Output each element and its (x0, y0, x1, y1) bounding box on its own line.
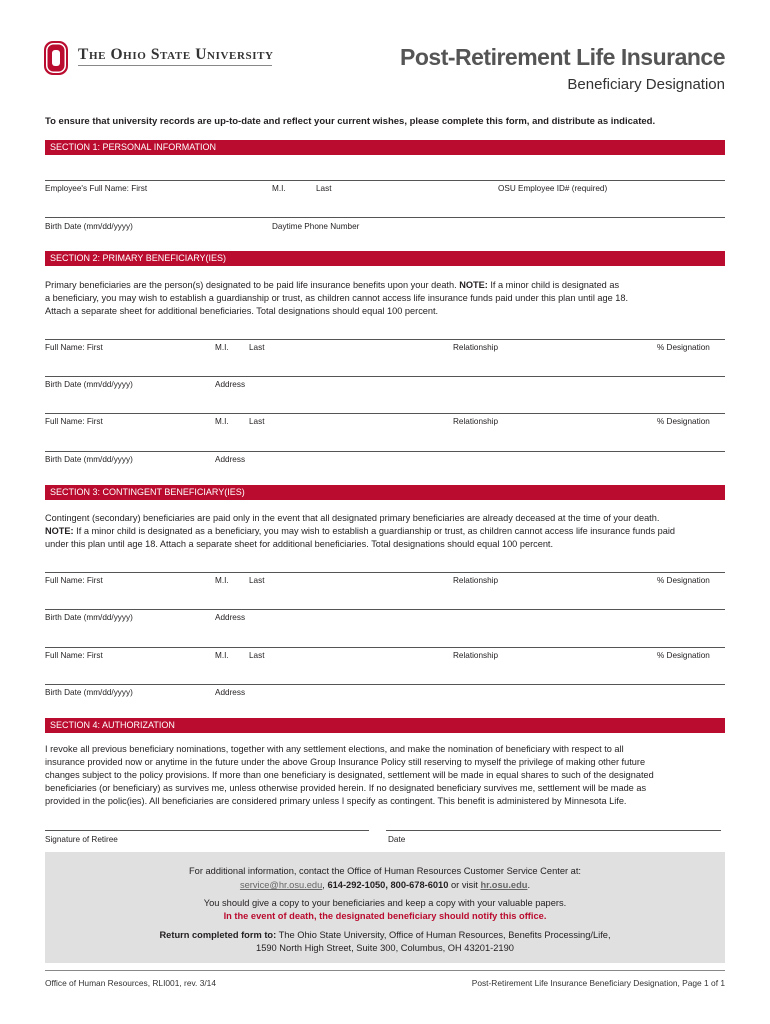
section-3-text-b: If a minor child is designated as a beneficiary, you may wish to establish a guardianship or trust, as children cannot access life insurance funds paid (76, 526, 676, 536)
section-2-text-b: If a minor child is designated as (490, 280, 620, 290)
block-o-logo (43, 40, 69, 76)
primary-1-birth-label: Birth Date (mm/dd/yyyy) (45, 380, 133, 389)
contingent-1-last-label: Last (249, 576, 265, 585)
employee-last-name-label: Last (316, 184, 332, 193)
authorization-line-2: insurance provided now or anytime in the future under the above Group Insurance Policy still reserving to myself the privilege of making other future (45, 757, 646, 767)
primary-2-relationship-label: Relationship (453, 417, 499, 426)
primary-1-mi-label: M.I. (215, 343, 229, 352)
contingent-1-address-line[interactable] (45, 609, 725, 610)
signature-label: Signature of Retiree (45, 835, 118, 844)
return-instruction (45, 930, 725, 940)
name-line[interactable] (45, 180, 725, 181)
section-1-header: SECTION 1: PERSONAL INFORMATION (45, 140, 725, 155)
return-address: 1590 North High Street, Suite 300, Columbus, OH 43201-2190 (256, 943, 514, 953)
document-title: Post-Retirement Life Insurance (400, 44, 725, 70)
university-underline (78, 65, 272, 66)
employee-mi-label: M.I. (272, 184, 286, 193)
section-4-header: SECTION 4: AUTHORIZATION (45, 718, 725, 733)
section-3-paragraph (45, 512, 735, 551)
contingent-1-mi-label: M.I. (215, 576, 229, 585)
contingent-2-relationship-label: Relationship (453, 651, 499, 660)
contingent-2-name-line[interactable] (45, 647, 725, 648)
contingent-2-first-label: Full Name: First (45, 651, 103, 660)
daytime-phone-label: Daytime Phone Number (272, 222, 360, 231)
contact-period: . (527, 880, 531, 890)
return-label: Return completed form to: (159, 930, 277, 940)
contingent-1-name-line[interactable] (45, 572, 725, 573)
contingent-1-first-label: Full Name: First (45, 576, 103, 585)
death-notice: In the event of death, the designated beneficiary should notify this office. (223, 911, 547, 921)
contingent-2-mi-label: M.I. (215, 651, 229, 660)
authorization-line-5: provided in the polic(ies). All beneficiaries are considered primary unless I specify as contingent. This benefit is administered by Minnesota Life. (45, 796, 627, 806)
contingent-1-relationship-label: Relationship (453, 576, 499, 585)
section-3-text-a: Contingent (secondary) beneficiaries are paid only in the event that all designated primary beneficiaries are already deceased at the time of your death. (45, 513, 660, 523)
contact-text: For additional information, contact the Office of Human Resources Customer Service Center at: (188, 866, 582, 876)
email-link[interactable]: service@hr.osu.edu (239, 880, 323, 890)
contact-details (45, 880, 725, 890)
section-2-text-a: Primary beneficiaries are the person(s) designated to be paid life insurance benefits upon your death. (45, 280, 457, 290)
date-label: Date (388, 835, 406, 844)
section-3-note: NOTE: (45, 526, 74, 536)
primary-2-address-line[interactable] (45, 451, 725, 452)
primary-1-address-line[interactable] (45, 376, 725, 377)
section-3-text-c: under this plan until age 18. Attach a separate sheet for additional beneficiaries. Total designations should equal 100 percent. (45, 539, 554, 549)
section-2-note: NOTE: (459, 280, 488, 290)
website-link[interactable]: hr.osu.edu (480, 880, 528, 890)
footer-right: Post-Retirement Life Insurance Beneficiary Designation, Page 1 of 1 (471, 978, 725, 988)
contingent-1-birth-label: Birth Date (mm/dd/yyyy) (45, 613, 133, 622)
section-2-paragraph (45, 279, 735, 318)
document-subtitle: Beneficiary Designation (567, 76, 725, 93)
authorization-line-4: beneficiaries (or beneficiary) as survives me, unless otherwise provided herein. If no designated beneficiary survives me, settlement will be made as (45, 783, 647, 793)
primary-2-last-label: Last (249, 417, 265, 426)
section-3-header: SECTION 3: CONTINGENT BENEFICIARY(IES) (45, 485, 725, 500)
primary-1-first-label: Full Name: First (45, 343, 103, 352)
signature-line[interactable] (45, 830, 369, 831)
or-visit-text: or visit (448, 880, 481, 890)
birth-phone-line[interactable] (45, 217, 725, 218)
section-2-text-d: Attach a separate sheet for additional beneficiaries. Total designations should equal 100 percent. (45, 306, 439, 316)
contingent-1-address-label: Address (215, 613, 246, 622)
contingent-2-designation-label: % Designation (657, 651, 710, 660)
primary-2-name-line[interactable] (45, 413, 725, 414)
contingent-2-address-line[interactable] (45, 684, 725, 685)
contact-separator: , (322, 880, 328, 890)
primary-1-last-label: Last (249, 343, 265, 352)
authorization-paragraph (45, 743, 735, 808)
copy-instruction: You should give a copy to your beneficiaries and keep a copy with your valuable papers. (203, 898, 567, 908)
authorization-line-3: changes subject to the policy provisions. If more than one beneficiary is designated, settlement will be made in equal shares to such of the designated (45, 770, 654, 780)
date-line[interactable] (386, 830, 721, 831)
contingent-2-birth-label: Birth Date (mm/dd/yyyy) (45, 688, 133, 697)
primary-2-address-label: Address (215, 455, 246, 464)
contingent-2-address-label: Address (215, 688, 246, 697)
primary-1-relationship-label: Relationship (453, 343, 499, 352)
section-2-text-c: a beneficiary, you may wish to establish a guardianship or trust, as children cannot access life insurance funds paid under this plan until age 18. (45, 293, 629, 303)
primary-2-first-label: Full Name: First (45, 417, 103, 426)
contingent-2-last-label: Last (249, 651, 265, 660)
phone-numbers: 614-292-1050, 800-678-6010 (327, 880, 449, 890)
authorization-line-1: I revoke all previous beneficiary nominations, together with any settlement elections, and make the nomination of beneficiary with respect to all (45, 744, 624, 754)
primary-1-designation-label: % Designation (657, 343, 710, 352)
section-2-header: SECTION 2: PRIMARY BENEFICIARY(IES) (45, 251, 725, 266)
primary-1-address-label: Address (215, 380, 246, 389)
employee-first-name-label: Employee's Full Name: First (45, 184, 148, 193)
employee-id-label: OSU Employee ID# (required) (498, 184, 608, 193)
primary-2-birth-label: Birth Date (mm/dd/yyyy) (45, 455, 133, 464)
intro-text: To ensure that university records are up-to-date and reflect your current wishes, please complete this form, and distribute as indicated. (45, 116, 656, 127)
primary-2-designation-label: % Designation (657, 417, 710, 426)
primary-1-name-line[interactable] (45, 339, 725, 340)
university-name: The Ohio State University (78, 46, 274, 63)
return-text: The Ohio State University, Office of Human Resources, Benefits Processing/Life, (276, 930, 611, 940)
employee-birth-date-label: Birth Date (mm/dd/yyyy) (45, 222, 133, 231)
footer-left: Office of Human Resources, RLI001, rev. 3/14 (45, 978, 216, 988)
contingent-1-designation-label: % Designation (657, 576, 710, 585)
primary-2-mi-label: M.I. (215, 417, 229, 426)
footer-rule (45, 970, 725, 971)
